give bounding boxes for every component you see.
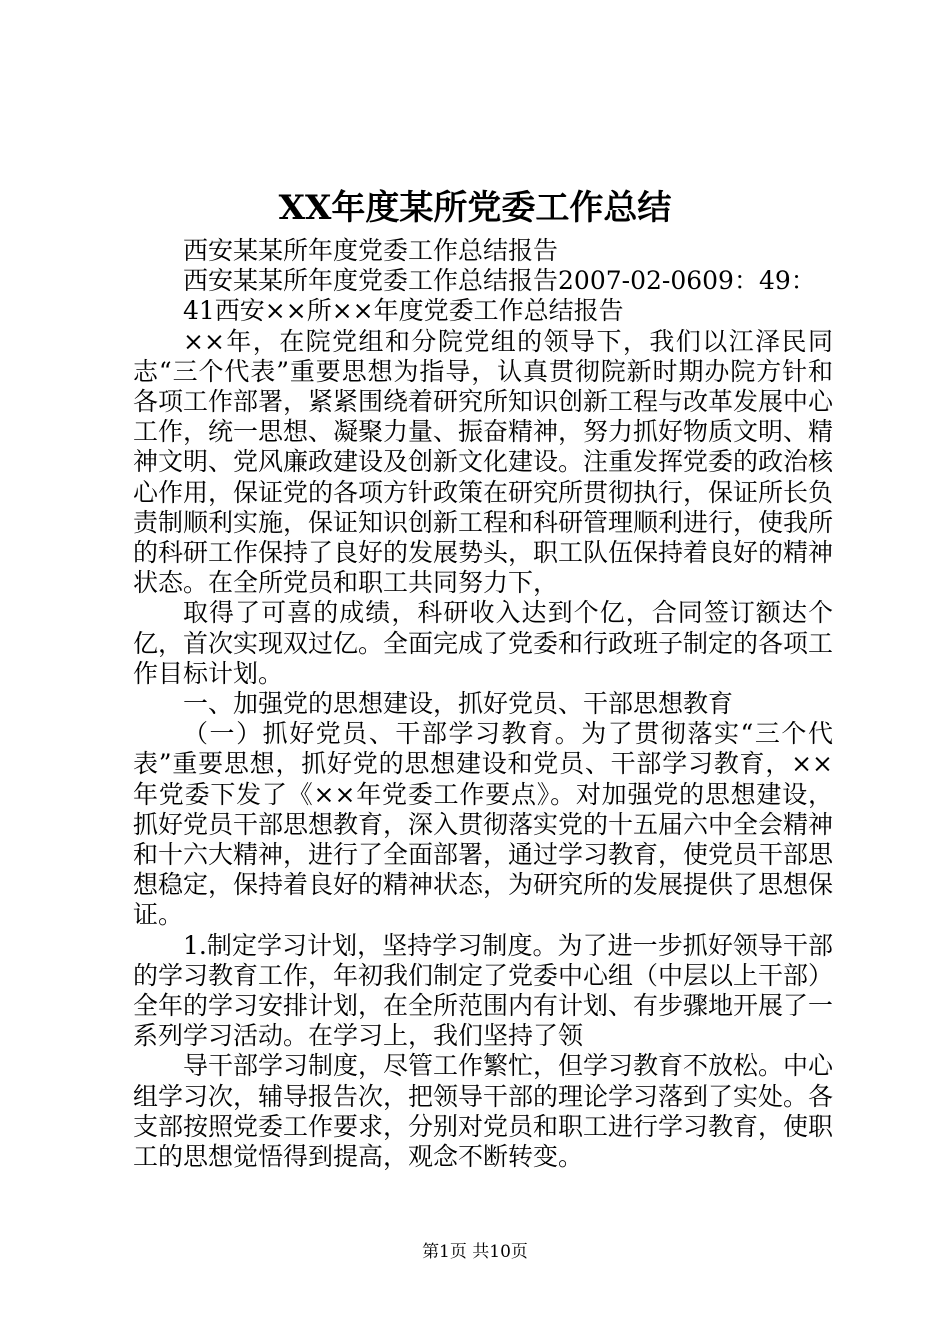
paragraph-study-plan: 1.制定学习计划，坚持学习制度。为了进一步抓好领导干部的学习教育工作，年初我们制定了党委中心组（中层以上干部）全年的学习安排计划，在全所范围内有计划、有步骤地开展了一系列学习活动。在学习上，我们坚持了领 (133, 930, 834, 1051)
document-body (133, 236, 833, 1172)
paragraph-study-system: 导干部学习制度，尽管工作繁忙，但学习教育不放松。中心组学习次，辅导报告次，把领导干部的理论学习落到了实处。各支部按照党委工作要求，分别对党员和职工进行学习教育，使职工的思想觉悟得到提高，观念不断转变。 (133, 1051, 834, 1172)
page-footer: 第1页 共10页 (422, 1242, 528, 1262)
paragraph-heading-1: 西安某某所年度党委工作总结报告 (183, 236, 559, 265)
paragraph-achievements: 取得了可喜的成绩，科研收入达到个亿，合同签订额达个亿，首次实现双过亿。全面完成了党委和行政班子制定的各项工作目标计划。 (133, 598, 834, 688)
paragraph-intro: ××年，在院党组和分院党组的领导下，我们以江泽民同志“三个代表”重要思想为指导，认真贯彻院新时期办院方针和各项工作部署，紧紧围绕着研究所知识创新工程与改革发展中心工作，统一思想、凝聚力量、振奋精神，努力抓好物质文明、精神文明、党风廉政建设及创新文化建设。注重发挥党委的政治核心作用，保证党的各项方针政策在研究所贯彻执行，保证所长负责制顺利实施，保证知识创新工程和科研管理顺利进行，使我所的科研工作保持了良好的发展势头，职工队伍保持着良好的精神状态。在全所党员和职工共同努力下， (133, 326, 834, 598)
paragraph-heading-3: 41西安××所××年度党委工作总结报告 (183, 296, 624, 326)
paragraph-section-1-1: （一）抓好党员、干部学习教育。为了贯彻落实“三个代表”重要思想，抓好党的思想建设和党员、干部学习教育，××年党委下发了《××年党委工作要点》。对加强党的思想建设，抓好党员干部思想教育，深入贯彻落实党的十五届六中全会精神和十六大精神，进行了全面部署，通过学习教育，使党员干部思想稳定，保持着良好的精神状态，为研究所的发展提供了思想保证。 (133, 719, 834, 930)
section-heading-1: 一、加强党的思想建设，抓好党员、干部思想教育 (183, 689, 734, 719)
document-title: XX年度某所党委工作总结 (278, 188, 672, 228)
paragraph-heading-2: 西安某某所年度党委工作总结报告2007-02-0609：49： (183, 266, 816, 296)
